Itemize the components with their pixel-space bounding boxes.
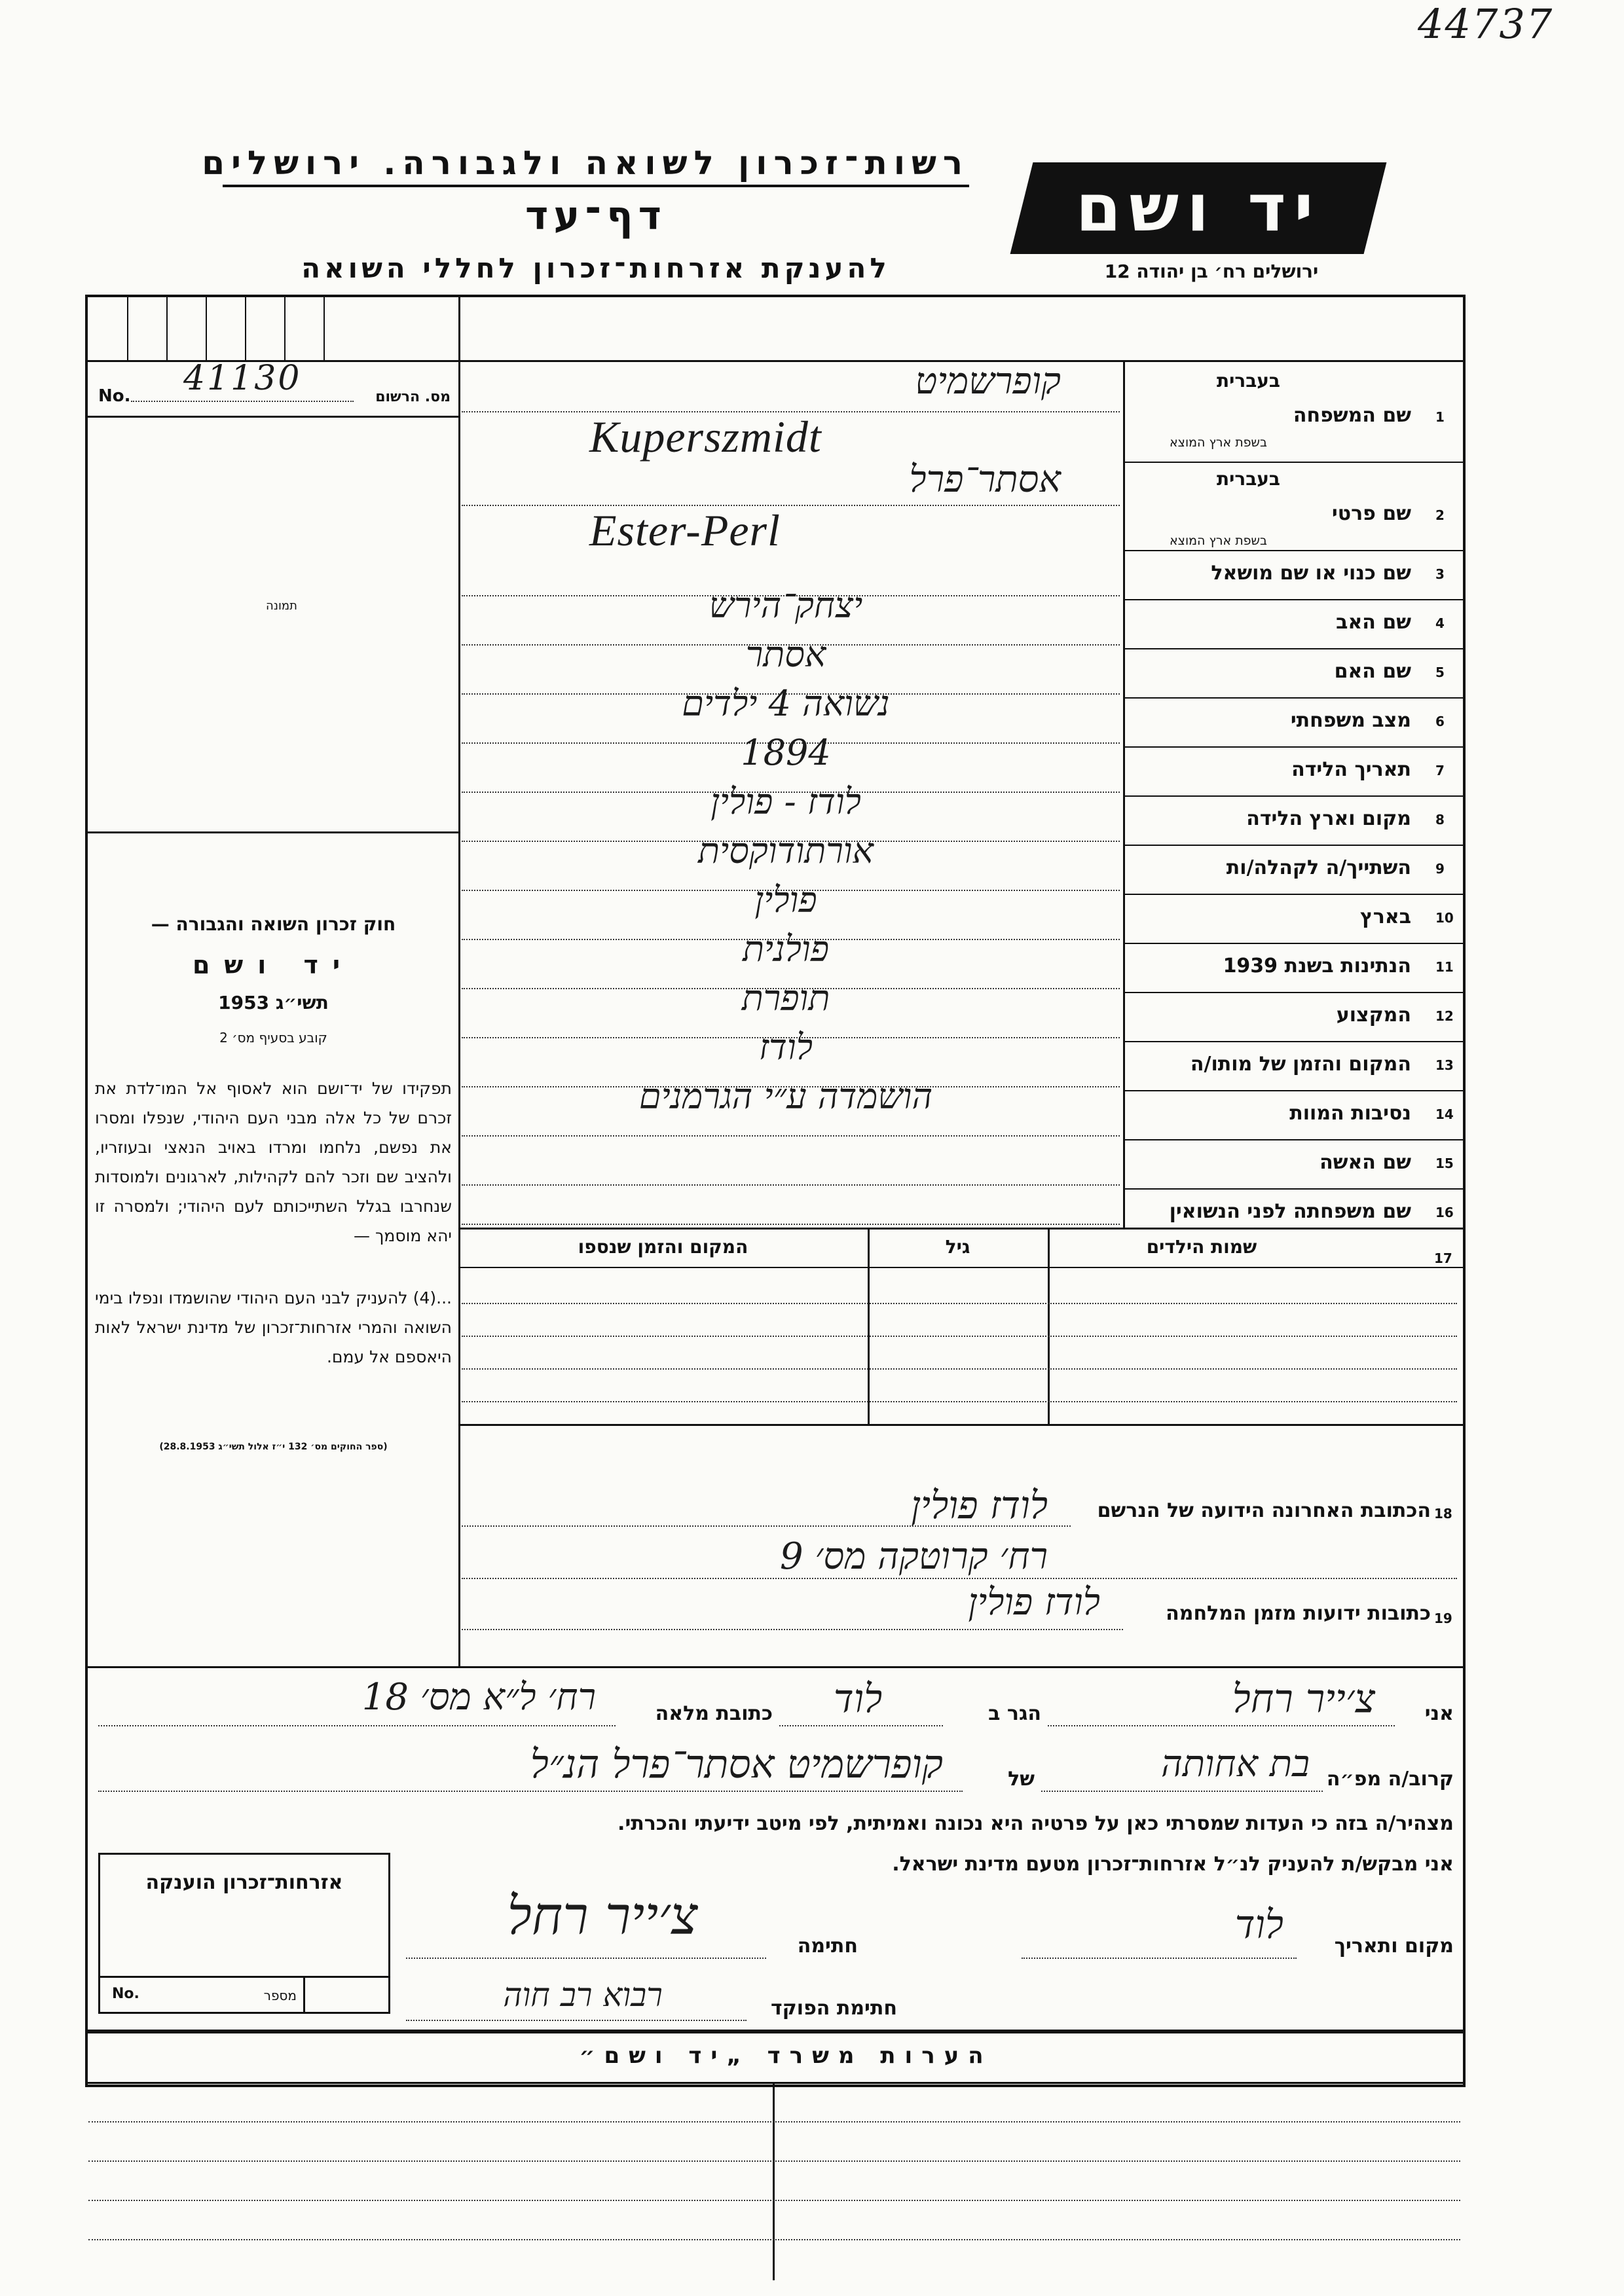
- reg-label: מס. הרשום: [375, 389, 451, 405]
- citizenship-no-prefix: No.: [112, 1986, 139, 2002]
- logo-address: ירושלים רח׳ בן יהודה 12: [1104, 261, 1319, 282]
- witness-relation: בת אחותה: [1161, 1743, 1310, 1785]
- field-number: 3: [1435, 566, 1445, 582]
- field-value: נשואה 4 ילדים: [682, 683, 890, 724]
- field-number: 9: [1435, 861, 1445, 877]
- field-number: 4: [1435, 615, 1445, 631]
- field-value-native: Ester-Perl: [589, 505, 781, 555]
- officer-label: חתימת הפוקד: [771, 1997, 897, 2020]
- decl-statement-1: מצהיר/ה בזה כי העדות שמסרתי כאן על פרטיה היא נכונה ואמיתית, לפי מיטב ידיעתי והכרתי.: [618, 1812, 1454, 1835]
- field-value: פולנית: [742, 928, 830, 970]
- field-number: 2: [1435, 507, 1445, 523]
- field-label: שם האם: [1334, 660, 1411, 683]
- address19-value: לודז פולין: [968, 1581, 1100, 1624]
- witness-signature: צ׳ייר רחל: [507, 1886, 698, 1946]
- children-num: 17: [1434, 1250, 1452, 1266]
- witness-address: רח׳ ל״א מס׳ 18: [361, 1676, 596, 1719]
- field-sub-native: בשפת ארץ המוצא: [1169, 435, 1267, 450]
- field-number: 1: [1435, 409, 1445, 425]
- form-title: דף־עד: [525, 193, 667, 239]
- form-subtitle: להענקת אזרחות־זכרון לחללי השואה: [301, 252, 891, 284]
- citizenship-title: אזרחות־זכרון הוענקה: [145, 1871, 343, 1894]
- field-value-hebrew: אסתר־פרל: [909, 458, 1061, 501]
- field-label: המקום והזמן של מותו/ה: [1190, 1053, 1411, 1076]
- field-value-native: Kuperszmidt: [589, 412, 822, 462]
- decl-lives-in: הגר ב: [988, 1702, 1041, 1725]
- law-text: תפקידו של יד־ושם הוא לאסוף אל המו־לדת את זכרם של כל אלה מבני העם היהודי, שנפלו ומסרו את נפשם, נלחמו ומרדו באויב הנאצי ובעוזריו, ולהציב שם וזכר להם לקהילות, לארגונים ולמוסדות שנחרבו בגלל השתייכותם לעם היהודי; ולמסרה זו יהא מוסמך —: [95, 1079, 452, 1245]
- citizenship-box: [98, 1853, 390, 2014]
- field-label: תאריך הלידה: [1291, 758, 1411, 781]
- field-label: המקצוע: [1336, 1004, 1411, 1027]
- field-number: 5: [1435, 665, 1445, 680]
- field-sub-hebrew: בעברית: [1216, 370, 1280, 392]
- citizenship-no-label: מספר: [263, 1988, 297, 2003]
- field-value: לודז - פולין: [710, 781, 861, 822]
- field-number: 10: [1435, 910, 1454, 926]
- photo-label: תמונה: [266, 599, 297, 613]
- decl-full-address-label: כתובת מלאה: [655, 1702, 773, 1725]
- law-name: יד ושם: [192, 951, 355, 979]
- reg-no-prefix: No.: [98, 386, 131, 406]
- field-number: 12: [1435, 1008, 1454, 1024]
- field-number: 13: [1435, 1057, 1454, 1073]
- place-date: לוד: [1234, 1902, 1283, 1948]
- field-label: שם האב: [1336, 611, 1411, 634]
- archive-number: 44737: [1418, 0, 1554, 48]
- field-value: 1894: [741, 732, 831, 773]
- field-label: שם פרטי: [1331, 502, 1411, 525]
- address18-value: לודז פולין: [911, 1483, 1048, 1527]
- law-reference: (ספר החוקים מס׳ 132 י״ז אלול תשי״ג 28.8.1953): [159, 1442, 388, 1452]
- field-value-hebrew: קופרשמיט: [915, 360, 1061, 403]
- field-number: 7: [1435, 763, 1445, 778]
- law-clause: קובע בסעיף מס׳ 2: [219, 1030, 327, 1046]
- address19-label: כתובות ידועות מזמן המלחמה: [1166, 1602, 1431, 1625]
- children-col-names: שמות הילדים: [1146, 1236, 1257, 1258]
- institution-name: רשות־זכרון לשואה ולגבורה. ירושלים: [223, 144, 969, 187]
- registration-number: 41130: [183, 359, 302, 398]
- field-value: פולין: [754, 879, 817, 920]
- field-label: השתייך/ה לקהלה/ות: [1226, 856, 1411, 879]
- field-value: הושמדה ע״י הגרמנים: [638, 1076, 933, 1117]
- field-label: הנתינות בשנת 1939: [1223, 955, 1411, 977]
- children-col-place: המקום והזמן שנספו: [578, 1236, 748, 1258]
- field-label: מצב משפחתי: [1290, 709, 1411, 732]
- field-value: אורתודוקסית: [698, 830, 874, 871]
- field-label: שם המשפחה: [1293, 404, 1411, 427]
- field-number: 6: [1435, 714, 1445, 729]
- signature-label: חתימה: [797, 1935, 858, 1958]
- field-label: שם משפחתה לפני הנשואין: [1169, 1200, 1411, 1223]
- address19-num: 19: [1434, 1611, 1452, 1626]
- law-title: חוק זכרון השואה והגבורה —: [151, 913, 396, 935]
- field-label: בארץ: [1359, 905, 1411, 928]
- field-number: 14: [1435, 1106, 1454, 1122]
- witness-name: צ׳ייר רחל: [1232, 1676, 1375, 1722]
- field-number: 11: [1435, 959, 1454, 975]
- office-checkboxes: [88, 297, 458, 360]
- notes-title: הערות משרד „יד ושם״: [579, 2043, 993, 2069]
- law-text-2: ...(4) להעניק לבני העם היהודי שהושמדו ונפלו בימי השואה והמרי אזרחות־זכרון של מדינת ישראל לאות היאספם אל עמם.: [95, 1288, 452, 1366]
- decl-of-label: של: [1008, 1768, 1035, 1791]
- place-date-label: מקום ותאריך: [1334, 1935, 1454, 1958]
- witness-city: לוד: [833, 1676, 883, 1722]
- address18-value-2: רח׳ קרוטקה מס׳ 9: [779, 1535, 1048, 1578]
- field-value: לודז: [758, 1027, 813, 1068]
- logo-text: יד ושם: [1075, 170, 1321, 246]
- law-year: תשי״ג 1953: [218, 992, 329, 1013]
- field-number: 16: [1435, 1205, 1454, 1220]
- decl-ani: אני: [1424, 1702, 1454, 1725]
- field-sub-native: בשפת ארץ המוצא: [1169, 534, 1267, 548]
- field-label: שם האשה: [1320, 1151, 1411, 1174]
- field-number: 8: [1435, 812, 1445, 828]
- field-label: שם כנוי או שם מושאל: [1211, 562, 1411, 585]
- field-label: נסיבות המוות: [1289, 1102, 1411, 1125]
- address18-num: 18: [1434, 1506, 1452, 1522]
- children-col-age: גיל: [945, 1236, 970, 1258]
- deceased-name: קופרשמיט אסתר־פרל הנ״ל: [530, 1741, 943, 1787]
- decl-statement-2: אני מבקש/ת להעניק לנ״ל אזרחות־זכרון מטעם מדינת ישראל.: [892, 1853, 1454, 1876]
- field-value: תופרת: [741, 977, 830, 1019]
- field-sub-hebrew: בעברית: [1216, 468, 1280, 490]
- address18-label: הכתובת האחרונה הידועה של הנרשם: [1097, 1499, 1431, 1522]
- decl-relation-label: קרוב/ה מפ״ה: [1326, 1768, 1454, 1791]
- field-label: מקום וארץ הלידה: [1246, 807, 1411, 830]
- officer-signature: רבוא רב חוה: [503, 1976, 663, 2014]
- field-number: 15: [1435, 1156, 1454, 1171]
- field-value: אסתר: [745, 634, 826, 675]
- field-value: יצחק־הירש: [709, 585, 863, 626]
